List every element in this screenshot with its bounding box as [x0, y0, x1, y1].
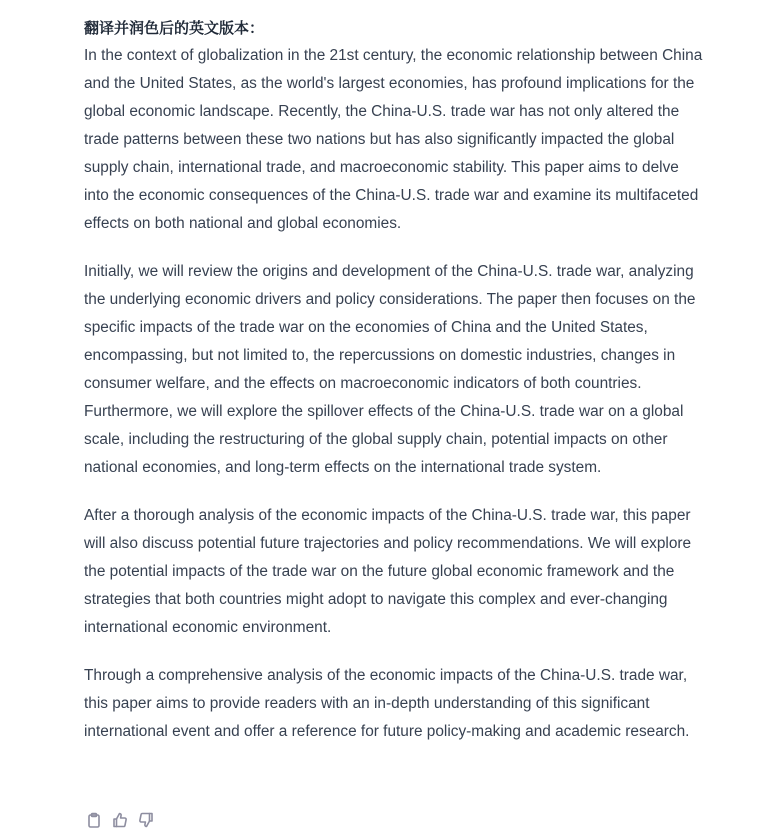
- message-paragraph-4: Through a comprehensive analysis of the economic impacts of the China-U.S. trade war, this paper aims to provide readers with an in-depth understanding of this significant international event and offer a reference for future policy-making and academic research.: [84, 667, 690, 740]
- message-paragraph-2: Initially, we will review the origins and development of the China-U.S. trade war, analyzing the underlying economic drivers and policy considerations. The paper then focuses on the specific impacts of the trade war on the economies of China and the United States, encompassing, but not limited to, the repercussions on domestic industries, changes in consumer welfare, and the effects on macroeconomic indicators of both countries. Furthermore, we will explore the spillover effects of the China-U.S. trade war on a global scale, including the restructuring of the global supply chain, potential impacts on other national economies, and long-term effects on the international trade system.: [84, 263, 696, 476]
- clipboard-icon: [86, 812, 102, 828]
- thumbs-down-icon: [138, 812, 154, 828]
- message-actions: [84, 810, 155, 830]
- thumbs-up-button[interactable]: [110, 811, 129, 830]
- thumbs-down-button[interactable]: [136, 811, 155, 830]
- message-paragraph-1: In the context of globalization in the 21st century, the economic relationship between China and the United States, as the world's largest economies, has profound implications for the global economic landscape. Recently, the China-U.S. trade war has not only altered the trade patterns between these two nations but has also significantly impacted the global supply chain, international trade, and macroeconomic stability. This paper aims to delve into the economic consequences of the China-U.S. trade war and examine its multifaceted effects on both national and global economies.: [84, 47, 703, 232]
- message-paragraph-3: After a thorough analysis of the economic impacts of the China-U.S. trade war, this paper will also discuss potential future trajectories and policy recommendations. We will explore the potential impacts of the trade war on the future global economic framework and the strategies that both countries might adopt to navigate this complex and ever-changing international economic environment.: [84, 507, 692, 636]
- message-heading: 翻译并润色后的英文版本：: [84, 19, 265, 37]
- thumbs-up-icon: [112, 812, 128, 828]
- copy-button[interactable]: [84, 811, 103, 830]
- assistant-message: [84, 14, 704, 766]
